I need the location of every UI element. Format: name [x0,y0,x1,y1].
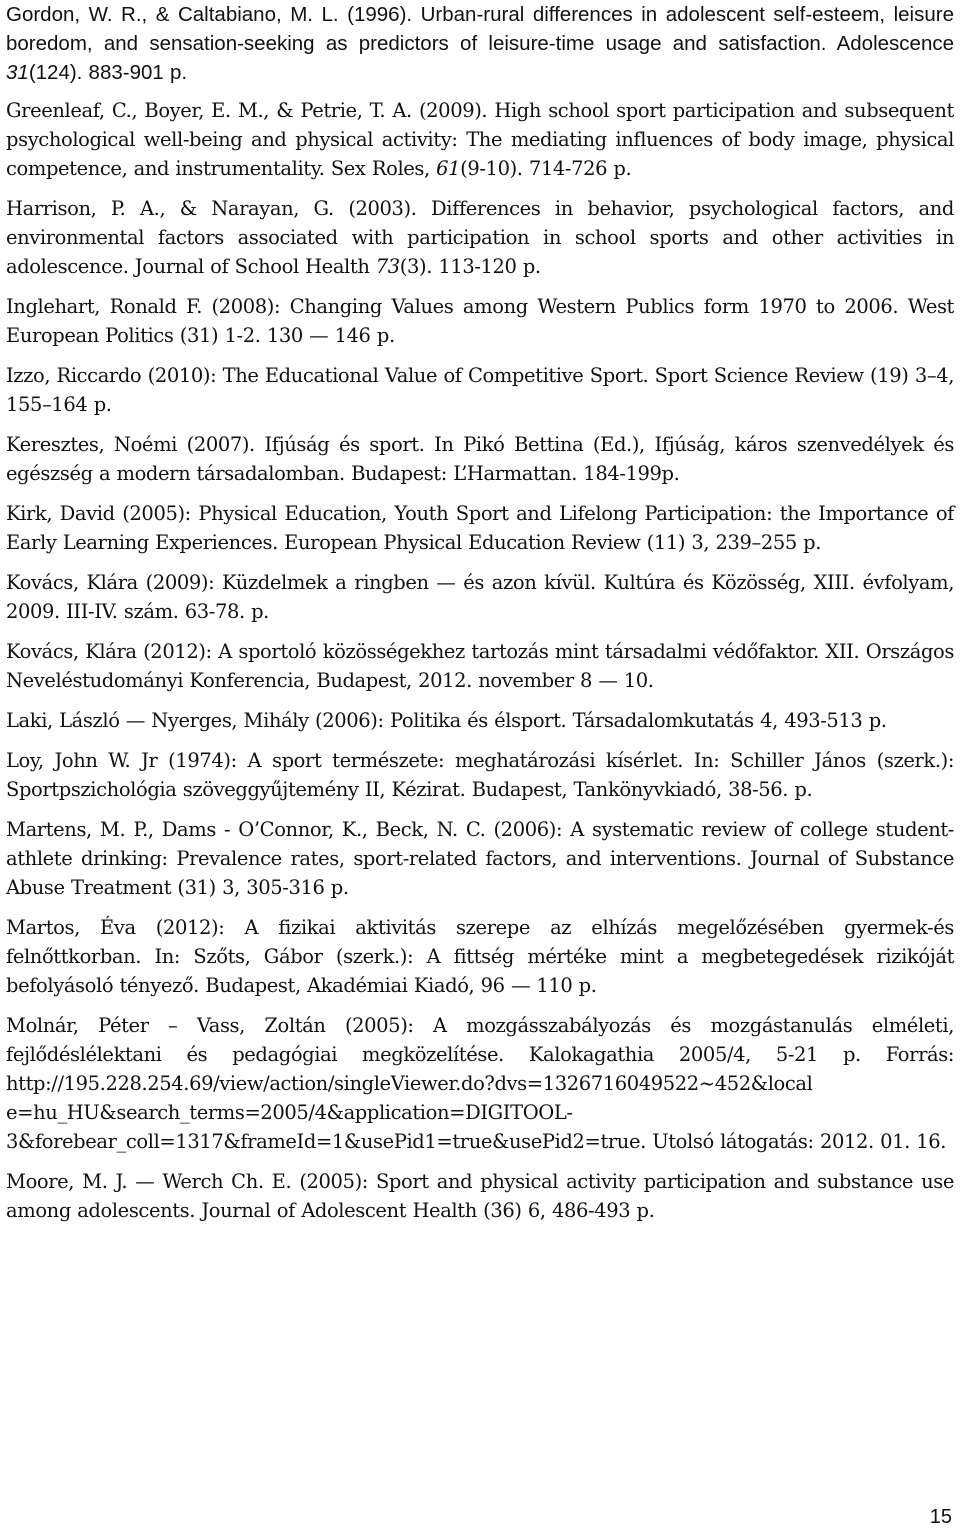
reference-text: Kirk, David (2005): Physical Education, Youth Sport and Lifelong Participation: the Importance of Early Learning Experiences. European Physical Education Review (11) 3, 239–255 p. [6,502,954,554]
reference-volume: 31 [6,61,29,84]
reference-text: Keresztes, Noémi (2007). Ifjúság és sport. In Pikó Bettina (Ed.), Ifjúság, káros szenvedélyek és egészség a modern társadalomban. Budapest: L’Harmattan. 184-199p. [6,433,954,485]
reference-entry [6,1167,954,1225]
reference-entry [6,96,954,183]
reference-entry [6,194,954,281]
reference-text: Gordon, W. R., & Caltabiano, M. L. (1996). Urban-rural differences in adolescent self-esteem, leisure boredom, and sensation-seeking as predictors of leisure-time usage and satisfaction. Adolescence [6,3,954,55]
reference-entry [6,815,954,902]
reference-list [6,0,954,1236]
reference-text: Molnár, Péter – Vass, Zoltán (2005): A mozgásszabályozás és mozgástanulás elméleti, fejlődéslélektani és pedagógiai megközelítése. Kalokagathia 2005/4, 5-21 p. Forrás: http://195.228.254.69/view/action/singleViewer.do?dvs=1326716049522~452&local e=hu_HU&search_terms=2005/4&application=DIGITOOL-3&forebear_coll=1317&frameId=1&usePid1=true&usePid2=true. Utolsó látogatás: 2012. 01. 16. [6,1014,954,1153]
reference-text: Greenleaf, C., Boyer, E. M., & Petrie, T. A. (2009). High school sport participation and subsequent psychological well-being and physical activity: The mediating influences of body image, physical competence, and instrumentality. Sex Roles, [6,99,954,180]
reference-text: Izzo, Riccardo (2010): The Educational Value of Competitive Sport. Sport Science Review (19) 3–4, 155–164 p. [6,364,954,416]
reference-entry [6,637,954,695]
reference-entry [6,913,954,1000]
reference-entry [6,0,954,87]
reference-text: Loy, John W. Jr (1974): A sport természete: meghatározási kísérlet. In: Schiller János (szerk.): Sportpszichológia szöveggyűjtemény II, Kézirat. Budapest, Tankönyvkiadó, 38-56. p. [6,749,954,801]
reference-entry [6,1011,954,1156]
reference-text: Harrison, P. A., & Narayan, G. (2003). Differences in behavior, psychological factors, and environmental factors associated with participation in school sports and other activities in adolescence. Journal of School Health [6,197,954,278]
reference-text: Laki, László — Nyerges, Mihály (2006): Politika és élsport. Társadalomkutatás 4, 493-513 p. [6,709,887,732]
reference-text: Kovács, Klára (2012): A sportoló közösségekhez tartozás mint társadalmi védőfaktor. XII. Országos Neveléstudományi Konferencia, Budapest, 2012. november 8 — 10. [6,640,954,692]
reference-entry [6,568,954,626]
reference-pages: (124). 883-901 p. [28,61,188,84]
reference-pages: (3). 113-120 p. [399,255,541,278]
reference-text: Moore, M. J. — Werch Ch. E. (2005): Sport and physical activity participation and substance use among adolescents. Journal of Adolescent Health (36) 6, 486-493 p. [6,1170,954,1222]
reference-entry [6,499,954,557]
reference-pages: (9-10). 714-726 p. [460,157,632,180]
reference-text: Kovács, Klára (2009): Küzdelmek a ringben — és azon kívül. Kultúra és Közösség, XIII. évfolyam, 2009. III-IV. szám. 63-78. p. [6,571,954,623]
reference-entry [6,746,954,804]
reference-text: Martens, M. P., Dams - O’Connor, K., Beck, N. C. (2006): A systematic review of college student-athlete drinking: Prevalence rates, sport-related factors, and interventions. Journal of Substance Abuse Treatment (31) 3, 305-316 p. [6,818,954,899]
reference-entry [6,706,954,735]
page-number: 15 [929,1506,952,1528]
reference-volume: 61 [436,157,461,180]
reference-text: Martos, Éva (2012): A fizikai aktivitás szerepe az elhízás megelőzésében gyermek-és felnőttkorban. In: Szőts, Gábor (szerk.): A fittség mértéke mint a megbetegedések rizikóját befolyásoló tényező. Budapest, Akadémiai Kiadó, 96 — 110 p. [6,916,954,997]
reference-volume: 73 [375,255,400,278]
reference-entry [6,292,954,350]
reference-text: Inglehart, Ronald F. (2008): Changing Values among Western Publics form 1970 to 2006. West European Politics (31) 1-2. 130 — 146 p. [6,295,954,347]
reference-entry [6,430,954,488]
reference-entry [6,361,954,419]
